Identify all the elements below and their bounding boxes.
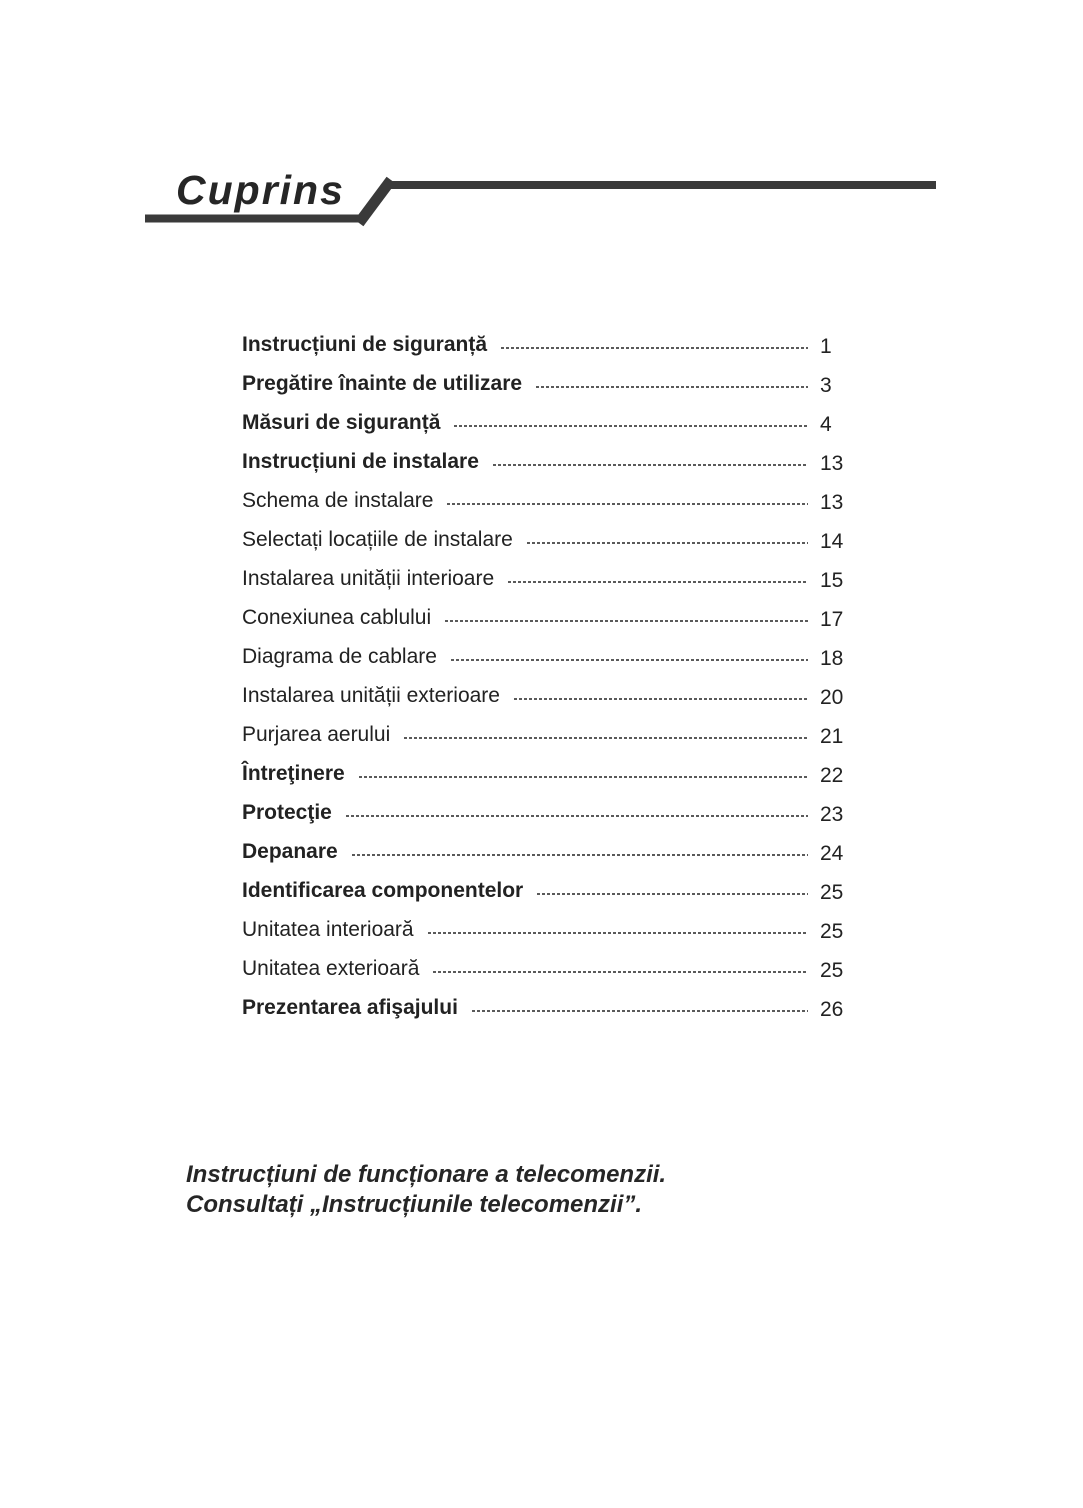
toc-leader-line <box>447 503 808 505</box>
toc-row <box>242 598 860 637</box>
toc-leader-line <box>537 893 808 895</box>
toc-page-number: 21 <box>820 724 844 748</box>
toc-row <box>242 988 860 1027</box>
toc-row <box>242 442 860 481</box>
toc-page-number: 13 <box>820 451 844 475</box>
toc-entry-label: Selectați locațiile de instalare <box>242 527 513 551</box>
toc-leader-line <box>433 971 808 973</box>
toc-entry-label: Conexiunea cablului <box>242 605 432 629</box>
toc-entry-label: Instalarea unității exterioare <box>242 683 500 707</box>
footer-note-line1: Instrucțiuni de funcționare a telecomenzii. <box>186 1161 667 1188</box>
toc-page-number: 25 <box>820 919 844 943</box>
toc-entry-label: Instrucțiuni de siguranță <box>242 332 488 356</box>
toc-leader-line <box>359 776 808 778</box>
toc-page-number: 26 <box>820 997 844 1021</box>
toc-row <box>242 910 860 949</box>
toc-leader-line <box>346 815 808 817</box>
toc-leader-line <box>472 1010 808 1012</box>
toc-page-number: 3 <box>820 373 832 397</box>
toc-page-number: 22 <box>820 763 844 787</box>
toc-leader-line <box>493 464 808 466</box>
toc-page-number: 15 <box>820 568 844 592</box>
toc-leader-line <box>352 854 808 856</box>
header-rule-graphic <box>0 0 1083 260</box>
toc-leader-line <box>514 698 808 700</box>
toc-row <box>242 559 860 598</box>
toc-page-number: 24 <box>820 841 844 865</box>
toc-page-number: 1 <box>820 334 832 358</box>
toc-row <box>242 364 860 403</box>
toc-entry-label: Depanare <box>242 839 338 863</box>
toc-entry-label: Unitatea exterioară <box>242 956 420 980</box>
toc-leader-line <box>428 932 808 934</box>
toc-entry-label: Unitatea interioară <box>242 917 414 941</box>
toc-row <box>242 676 860 715</box>
toc-row <box>242 949 860 988</box>
page-title: Cuprins <box>176 167 345 213</box>
toc-row <box>242 481 860 520</box>
toc-entry-label: Întreţinere <box>242 761 345 785</box>
toc-leader-line <box>454 425 808 427</box>
toc-entry-label: Instalarea unității interioare <box>242 566 495 590</box>
toc-page-number: 25 <box>820 958 844 982</box>
toc-leader-line <box>536 386 808 388</box>
toc-entry-label: Purjarea aerului <box>242 722 391 746</box>
toc-page-number: 18 <box>820 646 844 670</box>
toc-leader-line <box>404 737 808 739</box>
toc-page-number: 13 <box>820 490 844 514</box>
toc-page-number: 4 <box>820 412 832 436</box>
toc-entry-label: Instrucțiuni de instalare <box>242 449 479 473</box>
toc-entry-label: Prezentarea afişajului <box>242 995 458 1019</box>
toc-row <box>242 871 860 910</box>
toc-row <box>242 715 860 754</box>
toc-row <box>242 520 860 559</box>
toc-entry-label: Identificarea componentelor <box>242 878 524 902</box>
toc-row <box>242 637 860 676</box>
toc-entry-label: Schema de instalare <box>242 488 434 512</box>
toc-leader-line <box>501 347 808 349</box>
footer-note <box>186 1160 666 1221</box>
toc-entry-label: Măsuri de siguranță <box>242 410 441 434</box>
toc-leader-line <box>445 620 808 622</box>
toc-leader-line <box>508 581 808 583</box>
toc-entry-label: Protecţie <box>242 800 332 824</box>
toc-row <box>242 754 860 793</box>
toc-leader-line <box>527 542 808 544</box>
toc-page-number: 20 <box>820 685 844 709</box>
toc-row <box>242 325 860 364</box>
toc-entry-label: Pregătire înainte de utilizare <box>242 371 523 395</box>
toc-page-number: 23 <box>820 802 844 826</box>
toc-leader-line <box>451 659 808 661</box>
toc-page-number: 14 <box>820 529 844 553</box>
toc-page-number: 17 <box>820 607 844 631</box>
toc-page-number: 25 <box>820 880 844 904</box>
toc-row <box>242 403 860 442</box>
toc-entry-label: Diagrama de cablare <box>242 644 437 668</box>
footer-note-line2: Consultați „Instrucțiunile telecomenzii”. <box>186 1191 643 1219</box>
toc-row <box>242 793 860 832</box>
toc-row <box>242 832 860 871</box>
table-of-contents <box>242 325 860 1027</box>
